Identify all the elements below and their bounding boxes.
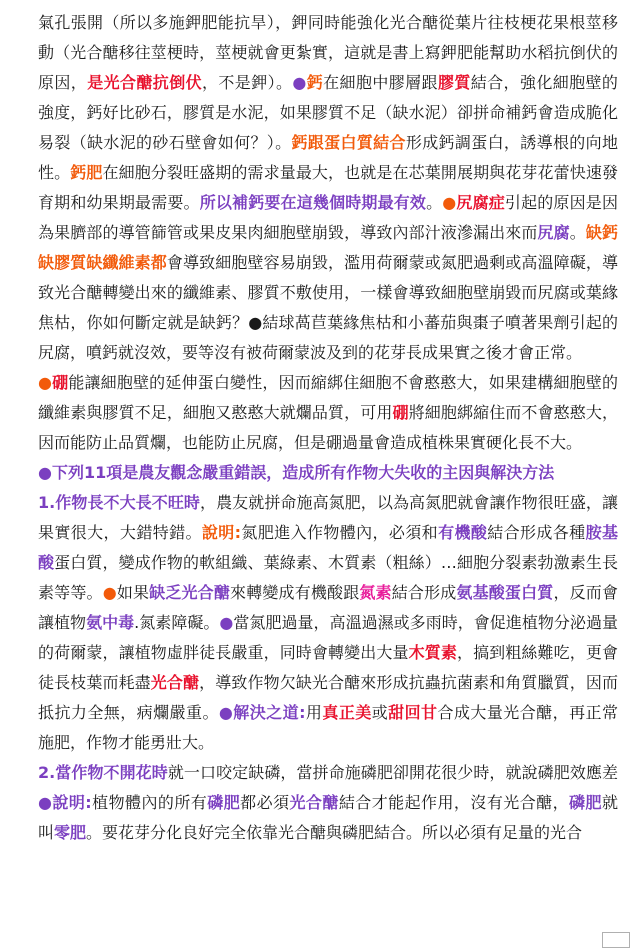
text-run: 尻腐症 xyxy=(456,193,505,212)
text-run: 說明: xyxy=(52,793,92,812)
text-run: ● xyxy=(38,373,53,392)
text-run: ● xyxy=(102,583,117,602)
text-run: 是光合醣抗倒伏 xyxy=(87,73,202,92)
text-run: 真正美 xyxy=(322,703,372,722)
text-run: ，農友就拼命施高氮肥，以為高氮肥就會讓作物很旺盛，讓果實很大，大錯特錯。 xyxy=(38,493,618,542)
text-run: ，搞到粗絲難吃，更會徒長枝葉而耗盡 xyxy=(38,643,618,692)
text-run: 植物體內的所有 xyxy=(91,793,208,812)
text-run: 結合才能起作用，沒有光合醣， xyxy=(338,793,570,812)
text-run: ● xyxy=(218,703,234,722)
text-run: 蛋白質，變成作物的軟組織、葉綠素、木質素（粗絲）…細胞分裂素勃激素生長素等等。 xyxy=(38,553,618,602)
text-run: 氮素 xyxy=(359,583,392,602)
text-run: 在細胞中膠層跟 xyxy=(323,73,438,92)
text-run: 氨中毒 xyxy=(86,613,135,632)
text-run: 甜回甘 xyxy=(388,703,438,722)
section-heading: ●下列11項是農友觀念嚴重錯誤，造成所有作物大失收的主因與解決方法 xyxy=(38,463,555,482)
page-number-box xyxy=(602,932,630,948)
text-run: 就叫 xyxy=(38,793,618,842)
text-run: 合成大量光合醣，再正常施肥，作物才能勇壯大。 xyxy=(38,703,618,752)
text-run: 硼 xyxy=(392,403,409,422)
text-run: 光合醣 xyxy=(150,673,200,692)
text-run: 磷肥 xyxy=(207,793,241,812)
text-run: 。 xyxy=(569,223,586,242)
text-run: ● xyxy=(292,73,307,92)
text-run: 如果 xyxy=(116,583,150,602)
text-run: 用 xyxy=(305,703,323,722)
text-run: 當氮肥過量，高溫過濕或多雨時，會促進植物分泌過量的荷爾蒙，讓植物虛胖徒長嚴重，同時會轉變出大量 xyxy=(38,613,618,662)
text-run: ，不是鉀）。 xyxy=(202,73,293,92)
paragraph-item-1-nitrogen xyxy=(0,488,640,758)
text-run: 能讓細胞壁的延伸蛋白變性，因而縮綁住細胞不會憨憨大，如果建構細胞壁的纖維素與膠質不足，細胞又憨憨大就爛品質，可用 xyxy=(38,373,618,422)
text-run: 光合醣 xyxy=(289,793,339,812)
text-run: ，反而會讓植物 xyxy=(38,583,618,632)
text-run: 說明: xyxy=(201,523,242,542)
text-run: 在細胞分裂旺盛期的需求量最大，也就是在芯葉開展期與花芽花蕾快速發育期和幼果期最需要。 xyxy=(38,163,618,212)
text-run: 會導致細胞壁容易崩毀，濫用荷爾蒙或氮肥過剩或高溫障礙，導致光合醣轉變出來的纖維素、膠質不敷使用，一樣會導致細胞壁崩毀而尻腐或葉緣焦枯，你如何斷定就是缺鈣？●結球萵苣葉緣焦枯和小蕃茄與棗子噴著果劑引起的尻腐，噴鈣就沒效，要等沒有被荷爾蒙波及到的花芽長成果實之後才會正常。 xyxy=(38,253,618,362)
text-run: 鈣肥 xyxy=(70,163,103,182)
text-run: 膠質 xyxy=(437,73,471,92)
text-run: 氨基酸蛋白質 xyxy=(456,583,554,602)
text-run: 有機酸 xyxy=(438,523,488,542)
text-run: 胺基酸 xyxy=(38,523,618,572)
text-run: 結合形成各種 xyxy=(487,523,586,542)
text-run: ● xyxy=(219,613,234,632)
text-run: 所以補鈣要在這幾個時期最有效 xyxy=(199,193,427,212)
text-run: .氮素障礙。 xyxy=(134,613,220,632)
paragraph-item-2-phosphorus xyxy=(0,758,640,848)
text-run: 2.當作物不開花時 xyxy=(38,763,168,782)
text-run: 零肥 xyxy=(54,823,87,842)
text-run: 尻腐 xyxy=(537,223,570,242)
text-run: 形成鈣調蛋白，誘導根的向地性。 xyxy=(38,133,618,182)
text-run: 缺乏光合醣 xyxy=(149,583,231,602)
text-run: 。要花芽分化良好完全依靠光合醣與磷肥結合。所以必須有足量的光合 xyxy=(86,823,583,842)
text-run: 結合形成 xyxy=(391,583,457,602)
text-run: 解決之道: xyxy=(233,703,306,722)
text-run: 硼 xyxy=(52,373,69,392)
text-run: 就一口咬定缺磷，當拼命施磷肥卻開花很少時，就說磷肥效應差 xyxy=(167,763,618,782)
text-run: 氮肥進入作物體內，必須和 xyxy=(241,523,439,542)
text-run: 鈣 xyxy=(306,73,324,92)
text-run: 都必須 xyxy=(240,793,290,812)
text-run: 將細胞綁縮住而不會憨憨大，因而能防止品質爛，也能防止尻腐，但是硼過量會造成植株果實硬化長不大。 xyxy=(38,403,618,452)
text-run: 來轉變成有機酸跟 xyxy=(230,583,360,602)
text-run: 鈣跟蛋白質結合 xyxy=(291,133,406,152)
text-run: 結合，強化細胞壁的強度，鈣好比砂石，膠質是水泥，如果膠質不足（缺水泥）卻拼命補鈣會造成脆化易裂（缺水泥的砂石壁會如何？）。 xyxy=(38,73,618,152)
text-run: 1.作物長不大長不旺時 xyxy=(38,493,201,512)
text-run: 或 xyxy=(371,703,389,722)
text-run: 缺鈣缺膠質缺纖維素都 xyxy=(38,223,618,272)
text-run: 。 xyxy=(426,193,443,212)
text-run: 引起的原因是因為果臍部的導管篩管或果皮果肉細胞壁崩毀，導致內部汁液滲漏出來而 xyxy=(38,193,618,242)
text-run: 磷肥 xyxy=(569,793,602,812)
text-run: 木質素 xyxy=(408,643,457,662)
paragraph-boron xyxy=(0,368,640,458)
text-run: ● xyxy=(38,793,53,812)
text-run: ● xyxy=(442,193,457,212)
paragraph-potassium-calcium xyxy=(0,0,640,368)
text-run: 氣孔張開（所以多施鉀肥能抗旱），鉀同時能強化光合醣從葉片往枝梗花果根莖移動（光合醣移往莖梗時，莖梗就會更紮實，這就是書上寫鉀肥能幫助水稻抗倒伏的原因， xyxy=(38,13,618,92)
text-run: ，導致作物欠缺光合醣來形成抗蟲抗菌素和角質臘質，因而抵抗力全無，病爛嚴重。 xyxy=(38,673,618,722)
